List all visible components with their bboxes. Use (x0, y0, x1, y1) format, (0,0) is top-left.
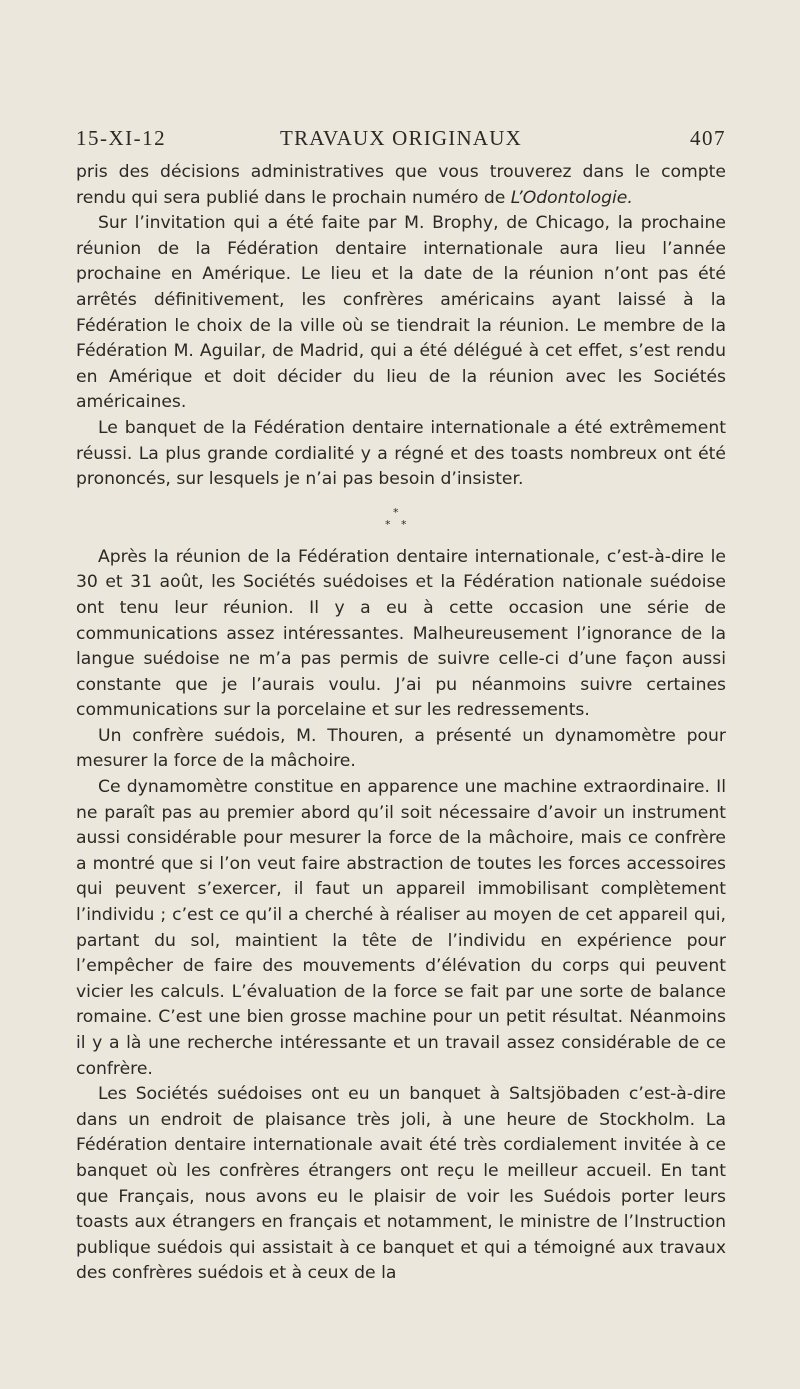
paragraph-1 (76, 160, 726, 211)
paragraph-6: Ce dynamomètre constitue en apparence une machine extraordinaire. Il ne paraît pas au premier abord qu’il soit nécessaire d’avoir un instrument aussi considérable pour mesurer la force de la mâchoire, mais ce confrère a montré que si l’on veut faire abstraction de toutes les forces accessoires qui peuvent s’exercer, il faut un appareil immobilisant complètement l’individu ; c’est ce qu’il a cherché à réaliser au moyen de cet appareil qui, partant du sol, maintient la tête de l’individu en expérience pour l’empêcher de faire des mouvements d’élévation du corps qui peuvent vicier les calculs. L’évaluation de la force se fait par une sorte de balance romaine. C’est une bien grosse machine pour un petit résultat. Néanmoins il y a là une recherche intéressante et un travail assez considérable de ce confrère. (76, 777, 726, 1079)
header-section-title: TRAVAUX ORIGINAUX (280, 126, 522, 150)
asterisk-icon: * (385, 517, 391, 531)
paragraph-3: Le banquet de la Fédération dentaire internationale a été extrêmement réussi. La plus grande cordialité y a régné et des toasts nombreux ont été prononcés, sur lesquels je n’ai pas besoin d’insister. (76, 417, 726, 490)
journal-title: L’Odontologie. (510, 187, 633, 208)
paragraph-5: Un confrère suédois, M. Thouren, a présenté un dynamomètre pour mesurer la force de la mâchoire. (76, 725, 726, 772)
paragraph-4: Après la réunion de la Fédération dentaire internationale, c’est-à-dire le 30 et 31 août, les Sociétés suédoises et la Fédération nationale suédoise ont tenu leur réunion. Il y a eu à cette occasion une série de communications assez intéressantes. Malheureusement l’ignorance de la langue suédoise ne m’a pas permis de suivre celle-ci d’une façon aussi constante que je l’aurais voulu. J’ai pu néanmoins suivre certaines communications sur la porcelaine et sur les redressements. (76, 546, 726, 721)
paragraph-7: Les Sociétés suédoises ont eu un banquet à Saltsjöbaden c’est-à-dire dans un endroit de plaisance très joli, à une heure de Stockholm. La Fédération dentaire internationale avait été très cordialement invitée à ce banquet où les confrères étrangers ont reçu le meilleur accueil. En tant que Français, nous avons eu le plaisir de voir les Suédois porter leurs toasts aux étrangers en français et notamment, le ministre de l’Instruction publique suédois qui assistait à ce banquet et qui a témoigné aux travaux des confrères suédois et à ceux de la (76, 1084, 726, 1284)
page-number: 407 (690, 126, 726, 150)
paragraph-2: Sur l’invitation qui a été faite par M. Brophy, de Chicago, la prochaine réunion de la Fédération dentaire internationale aura lieu l’année prochaine en Amérique. Le lieu et la date de la réunion n’ont pas été arrêtés définitivement, les confrères américains ayant laissé à la Fédération le choix de la ville où se tiendrait la réunion. Le membre de la Fédération M. Aguilar, de Madrid, qui a été délégué à cet effet, s’est rendu en Amérique et doit décider du lieu de la réunion avec les Sociétés américaines. (76, 213, 726, 413)
section-separator (76, 493, 726, 545)
running-header (76, 126, 726, 154)
paragraph-1-text: pris des décisions administratives que vous trouverez dans le compte rendu qui sera publié dans le prochain numéro de (76, 162, 726, 208)
header-date: 15-XI-12 (76, 126, 167, 150)
body-text (76, 160, 726, 1287)
asterisk-icon: * (393, 505, 399, 519)
asterisk-icon: * (401, 517, 407, 531)
